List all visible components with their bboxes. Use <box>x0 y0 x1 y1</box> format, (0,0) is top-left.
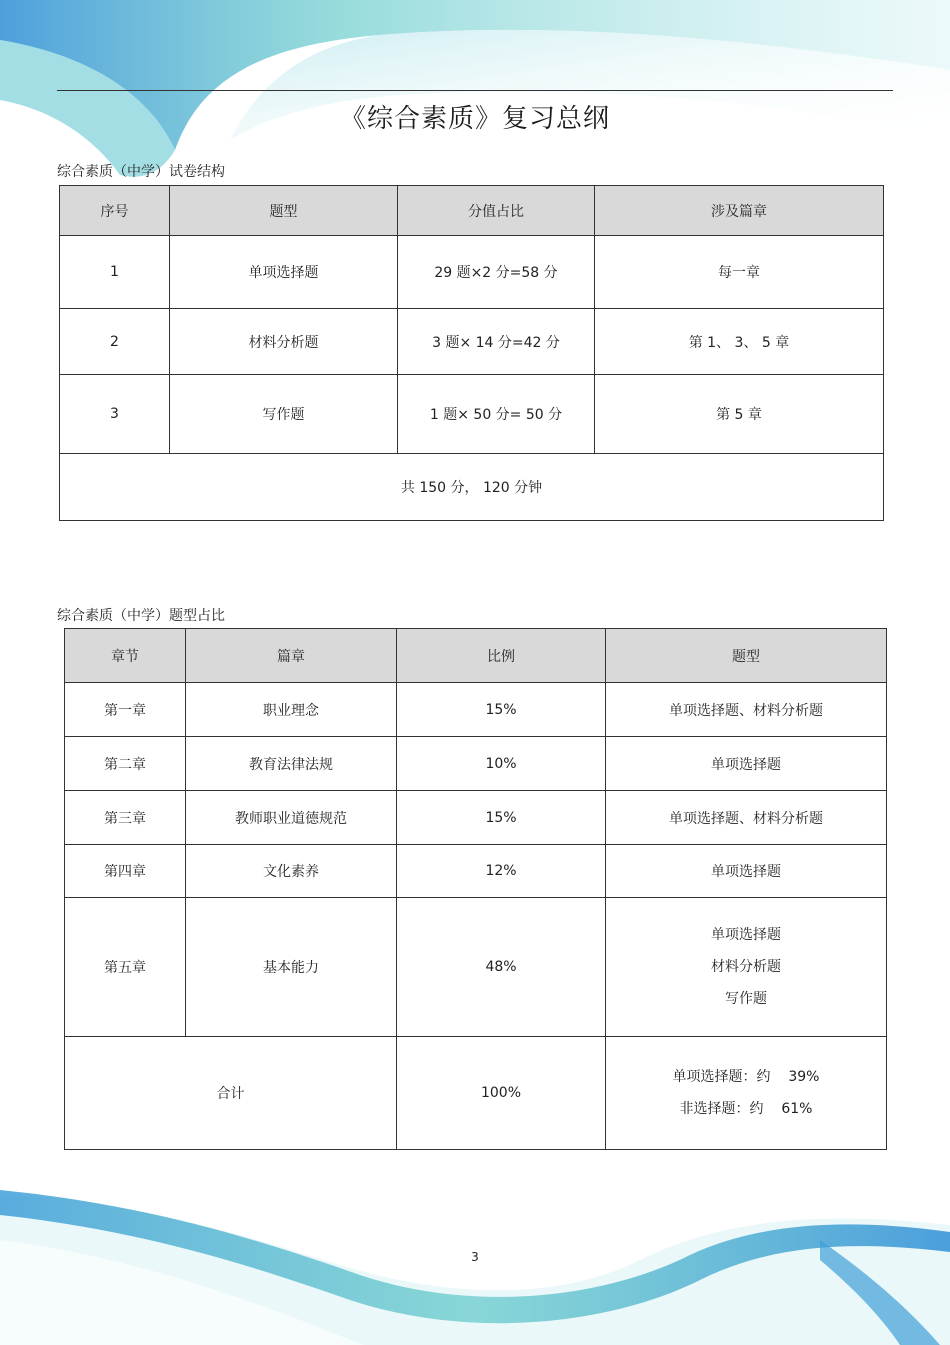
table-cell: 第四章 <box>65 845 186 898</box>
table-cell: 第三章 <box>65 791 186 845</box>
total-ratio-cell: 100% <box>397 1037 606 1150</box>
breakdown-line: 单项选择题：约 39% <box>672 1069 820 1085</box>
table-cell: 每一章 <box>595 236 884 309</box>
table-row <box>65 683 887 737</box>
table1-caption: 综合素质（中学）试卷结构 <box>57 164 225 180</box>
table2-caption: 综合素质（中学）题型占比 <box>57 608 225 624</box>
table-row <box>65 845 887 898</box>
table-cell: 教育法律法规 <box>186 737 397 791</box>
table-row <box>65 898 887 1037</box>
table-cell: 2 <box>60 309 170 375</box>
table-cell: 教师职业道德规范 <box>186 791 397 845</box>
table-cell: 第 5 章 <box>595 375 884 454</box>
table-cell: 材料分析题 <box>170 309 398 375</box>
header-cell: 题型 <box>606 629 887 683</box>
table-cell: 15% <box>397 791 606 845</box>
header-cell: 比例 <box>397 629 606 683</box>
table-row <box>65 791 887 845</box>
breakdown-line: 非选择题：约 61% <box>679 1101 813 1117</box>
question-type-line: 单项选择题 <box>711 927 781 943</box>
table-cell: 第五章 <box>65 898 186 1037</box>
table-cell: 48% <box>397 898 606 1037</box>
table-cell: 单项选择题 <box>170 236 398 309</box>
table-cell: 基本能力 <box>186 898 397 1037</box>
table-cell: 单项选择题、材料分析题 <box>606 791 887 845</box>
table-cell: 职业理念 <box>186 683 397 737</box>
table-cell: 第 1、 3、 5 章 <box>595 309 884 375</box>
total-label-cell: 合计 <box>65 1037 397 1150</box>
table-cell: 12% <box>397 845 606 898</box>
header-cell: 章节 <box>65 629 186 683</box>
exam-structure-table <box>59 185 884 521</box>
table-header-row <box>60 186 884 236</box>
question-type-ratio-table <box>64 628 887 1150</box>
table-header-row <box>65 629 887 683</box>
table-cell: 10% <box>397 737 606 791</box>
table-row <box>60 309 884 375</box>
table-cell: 15% <box>397 683 606 737</box>
header-cell: 分值占比 <box>398 186 595 236</box>
header-cell: 篇章 <box>186 629 397 683</box>
table-cell: 单项选择题 <box>606 737 887 791</box>
table-row <box>60 236 884 309</box>
question-type-line: 材料分析题 <box>711 959 781 975</box>
question-type-line: 写作题 <box>725 991 767 1007</box>
table-cell: 单项选择题、材料分析题 <box>606 683 887 737</box>
table-cell: 单项选择题 <box>606 845 887 898</box>
table-cell: 文化素养 <box>186 845 397 898</box>
table-total-row <box>65 1037 887 1150</box>
table-cell: 写作题 <box>170 375 398 454</box>
total-breakdown-cell <box>606 1037 887 1150</box>
table-cell: 3 题× 14 分=42 分 <box>398 309 595 375</box>
page-number: 3 <box>471 1250 479 1264</box>
table-row <box>65 737 887 791</box>
header-cell: 题型 <box>170 186 398 236</box>
table-cell: 3 <box>60 375 170 454</box>
table-cell: 29 题×2 分=58 分 <box>398 236 595 309</box>
table-cell: 1 题× 50 分= 50 分 <box>398 375 595 454</box>
total-cell: 共 150 分， 120 分钟 <box>60 454 884 521</box>
page-title: 《综合素质》复习总纲 <box>339 104 610 134</box>
table-cell: 第二章 <box>65 737 186 791</box>
table-row <box>60 375 884 454</box>
table-total-row <box>60 454 884 521</box>
header-rule <box>57 90 893 91</box>
table-cell: 1 <box>60 236 170 309</box>
table-cell: 第一章 <box>65 683 186 737</box>
header-cell: 涉及篇章 <box>595 186 884 236</box>
question-types-cell <box>606 898 887 1037</box>
header-cell: 序号 <box>60 186 170 236</box>
